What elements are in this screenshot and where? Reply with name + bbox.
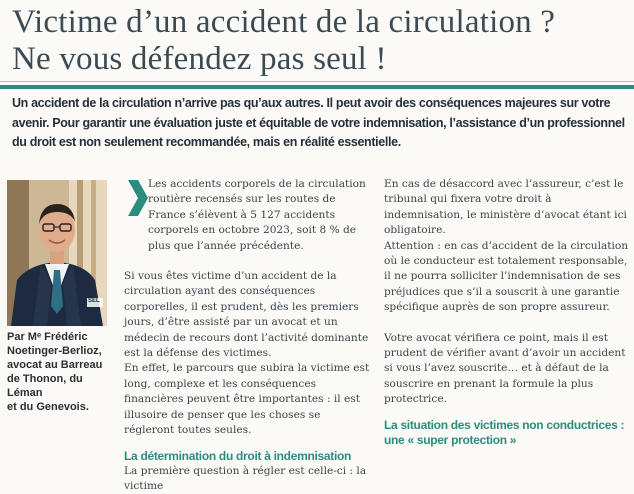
headline (12, 4, 632, 78)
paragraph-verification: Votre avocat vérifiera ce point, mais il est prudent de vérifier avant d’avoir un accident si vous l’avez souscrite… et à défaut de la souscrire en prenant la formule la plus protectrice. (384, 331, 626, 406)
paragraph-attention: Attention : en cas d’accident de la circulation où le conducteur est totalement responsable, il ne pourra solliciter l’indemnisation de ses préjudices que s’il a souscrit à une garantie spécifique auprès de son propre assureur. (384, 239, 629, 314)
caption-line-1: Par Mᵉ Frédéric (7, 331, 88, 343)
caption-line-5: et du Genevois. (7, 401, 89, 413)
caption-line-3: avocat au Barreau (7, 359, 103, 371)
lead-paragraph: Un accident de la circulation n’arrive pas qu’aux autres. Il peut avoir des conséquences majeures sur votre avenir. Pour garantir une évaluation juste et équitable de votre indemnisation, l’assistance d’un professionnel du droit est non seulement recommandée, mais en réalité essentielle. (12, 96, 625, 149)
subhead-situation-line-2: une « super protection » (384, 432, 517, 447)
subhead-determination: La détermination du droit à indemnisation (124, 448, 352, 463)
divider-thin (0, 81, 634, 82)
paragraph-premiere-question: La première question à régler est celle-ci : la victime (124, 464, 367, 492)
paragraph-assistance: Si vous êtes victime d’un accident de la circulation ayant des conséquences corporelles, il est prudent, dès les premiers jours, d’être assisté par un avocat et un médecin de recours dont l’activité dominante est la défense des victimes. (124, 270, 369, 360)
subhead-situation-line-1: La situation des victimes non conductrices : (384, 417, 625, 432)
author-photo (7, 180, 107, 326)
subhead-situation (384, 418, 632, 448)
paragraph-desaccord: En cas de désaccord avec l’assureur, c’est le tribunal qui fixera votre droit à indemnisation, le ministère d’avocat étant ici obligatoire. (384, 178, 627, 237)
caption-line-4: de Thonon, du Léman (7, 373, 83, 399)
divider (0, 85, 634, 89)
caption-line-2: Noetinger-Berlioz, (7, 345, 102, 357)
column-middle (124, 177, 370, 492)
paragraph-parcours: En effet, le parcours que subira la victime est long, complexe et les conséquences financières peuvent être importantes : il est illusoire de penser que les choses se régleront toutes seules. (124, 362, 370, 437)
intro-paragraph: Les accidents corporels de la circulation routière recensés sur les routes de France s’élèvent à 5 127 accidents corporels en octobre 2023, soit 8 % de plus que l’année précédente. (148, 178, 366, 252)
author-caption (7, 330, 113, 414)
column-right (384, 177, 632, 448)
headline-line-1: Victime d’un accident de la circulation ? (12, 4, 556, 40)
headline-line-2: Ne vous défendez pas seul ! (12, 41, 387, 77)
photo-badge: SEL (88, 298, 100, 304)
